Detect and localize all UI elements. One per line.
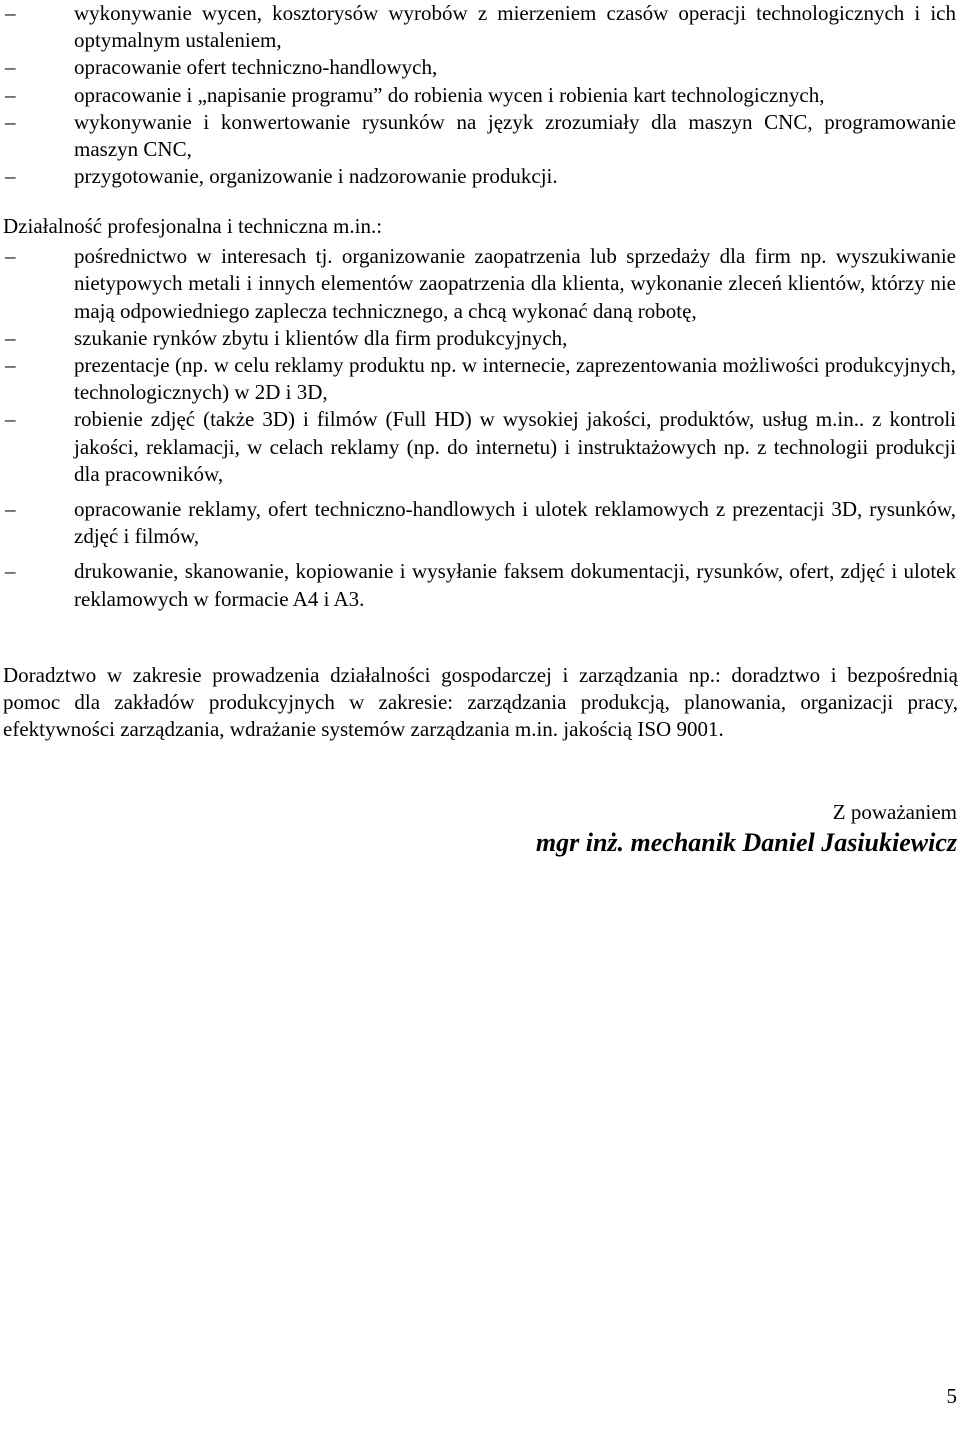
list-item: [0, 352, 958, 406]
dash-bullet: –: [5, 244, 16, 269]
dash-bullet: –: [5, 82, 16, 107]
list-item-text: przygotowanie, organizowanie i nadzorowanie produkcji.: [74, 164, 558, 189]
responsibilities-list: [0, 0, 958, 190]
consulting-section: [0, 662, 958, 744]
list-item: [0, 406, 958, 488]
list-item-text: pośrednictwo w interesach tj. organizowanie zaopatrzenia lub sprzedaży dla firm np. wyszukiwanie nietypowych metali i innych elementów zaopatrzenia dla klienta, wykonanie zleceń klientów, którzy nie mają odpowiedniego zaplecza technicznego, a chcą wykonać daną robotę,: [74, 244, 956, 323]
list-item-text: szukanie rynków zbytu i klientów dla firm produkcyjnych,: [74, 325, 568, 350]
professional-activity-section: [0, 213, 958, 613]
dash-bullet: –: [5, 325, 16, 350]
dash-bullet: –: [5, 1, 16, 25]
dash-bullet: –: [5, 109, 16, 134]
page-number: 5: [946, 1384, 957, 1408]
dash-bullet: –: [5, 353, 16, 378]
list-item: [0, 243, 958, 325]
list-item: [0, 558, 958, 612]
list-item-text: opracowanie reklamy, ofert techniczno-handlowych i ulotek reklamowych z prezentacji 3D, rysunków, zdjęć i filmów,: [74, 497, 956, 549]
list-item: [0, 82, 958, 109]
list-item-text: opracowanie i „napisanie programu” do robienia wycen i robienia kart technologicznych,: [74, 82, 825, 107]
list-item: [0, 325, 958, 352]
list-item: [0, 496, 958, 550]
list-item: [0, 54, 958, 81]
signature-name: mgr inż. mechanik Daniel Jasiukiewicz: [535, 828, 957, 857]
closing-salutation: Z poważaniem: [832, 800, 957, 824]
dash-bullet: –: [5, 164, 16, 189]
consulting-paragraph: Doradztwo w zakresie prowadzenia działalności gospodarczej i zarządzania np.: doradztwo i bezpośrednią pomoc dla zakładów produkcyjnych w zakresie: zarządzania produkcją, planowania, organizacji pracy, efektywności zarządzania, wdrażanie systemów zarządzania m.in. jakością ISO 9001.: [3, 663, 958, 742]
list-item-text: prezentacje (np. w celu reklamy produktu np. w internecie, zaprezentowania możliwości produkcyjnych, technologicznych) w 2D i 3D,: [74, 353, 956, 405]
dash-bullet: –: [5, 407, 16, 432]
dash-bullet: –: [5, 559, 16, 584]
list-item-text: robienie zdjęć (także 3D) i filmów (Full HD) w wysokiej jakości, produktów, usług m.in.. z kontroli jakości, reklamacji, w celach reklamy (np. do internetu) i instruktażowych np. z technologii produkcji dla pracowników,: [74, 407, 956, 486]
dash-bullet: –: [5, 497, 16, 522]
section-title: Działalność profesjonalna i techniczna m.in.:: [3, 214, 383, 238]
list-item: [0, 109, 958, 163]
list-item-text: wykonywanie i konwertowanie rysunków na język zrozumiały dla maszyn CNC, programowanie maszyn CNC,: [74, 109, 956, 162]
dash-bullet: –: [5, 55, 16, 80]
list-item-text: drukowanie, skanowanie, kopiowanie i wysyłanie faksem dokumentacji, rysunków, ofert, zdjęć i ulotek reklamowych w formacie A4 i A3.: [74, 559, 956, 611]
list-item-text: wykonywanie wycen, kosztorysów wyrobów z mierzeniem czasów operacji technologicznych i ich optymalnym ustaleniem,: [74, 1, 956, 53]
list-item: [0, 0, 958, 54]
list-item-text: opracowanie ofert techniczno-handlowych,: [74, 55, 438, 80]
list-item: [0, 163, 958, 190]
professional-activity-list: [0, 243, 958, 613]
